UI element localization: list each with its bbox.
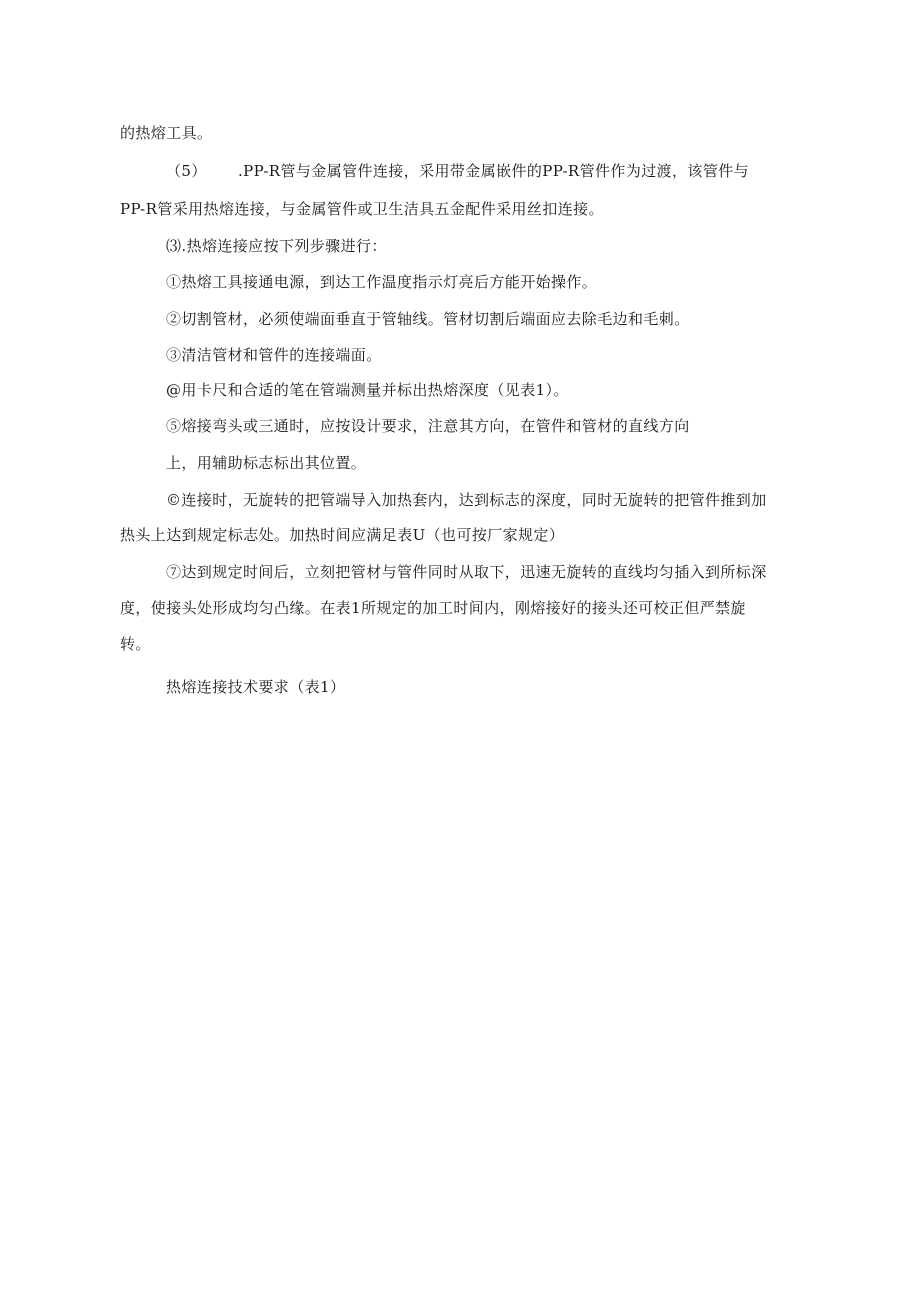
step-6: ©连接时，无旋转的把管端导入加热套内，达到标志的深度，同时无旋转的把管件推到加 — [166, 491, 767, 509]
paragraph-text: .PP-R管与金属管件连接，采用带金属嵌件的PP-R管件作为过渡，该管件与 — [238, 162, 750, 180]
step-4: @用卡尺和合适的笔在管端测量并标出热熔深度（见表1）。 — [166, 381, 569, 399]
step-1: ①热熔工具接通电源，到达工作温度指示灯亮后方能开始操作。 — [166, 273, 598, 291]
section-heading: ⑶.热熔连接应按下列步骤进行： — [166, 237, 387, 255]
text-line: 转。 — [120, 635, 151, 653]
text-line: 的热熔工具。 — [120, 124, 213, 142]
text-line: 度，使接头处形成均匀凸缘。在表1所规定的加工时间内，刚熔接好的接头还可校正但严禁旋 — [120, 599, 746, 617]
step-5: ⑤熔接弯头或三通时，应按设计要求，注意其方向，在管件和管材的直线方向 — [166, 417, 690, 435]
text-line: 上，用辅助标志标出其位置。 — [166, 454, 367, 472]
step-7: ⑦达到规定时间后，立刻把管材与管件同时从取下，迅速无旋转的直线均匀插入到所标深 — [166, 563, 767, 581]
item-number: （5） — [166, 162, 207, 180]
paragraph-5 — [166, 161, 749, 181]
step-2: ②切割管材，必须使端面垂直于管轴线。管材切割后端面应去除毛边和毛刺。 — [166, 310, 690, 328]
text-line: 热头上达到规定标志处。加热时间应满足表U（也可按厂家规定） — [120, 526, 565, 544]
table-caption: 热熔连接技术要求（表1） — [166, 678, 346, 696]
text-line: PP-R管采用热熔连接，与金属管件或卫生洁具五金配件采用丝扣连接。 — [120, 200, 604, 218]
step-3: ③清洁管材和管件的连接端面。 — [166, 346, 382, 364]
